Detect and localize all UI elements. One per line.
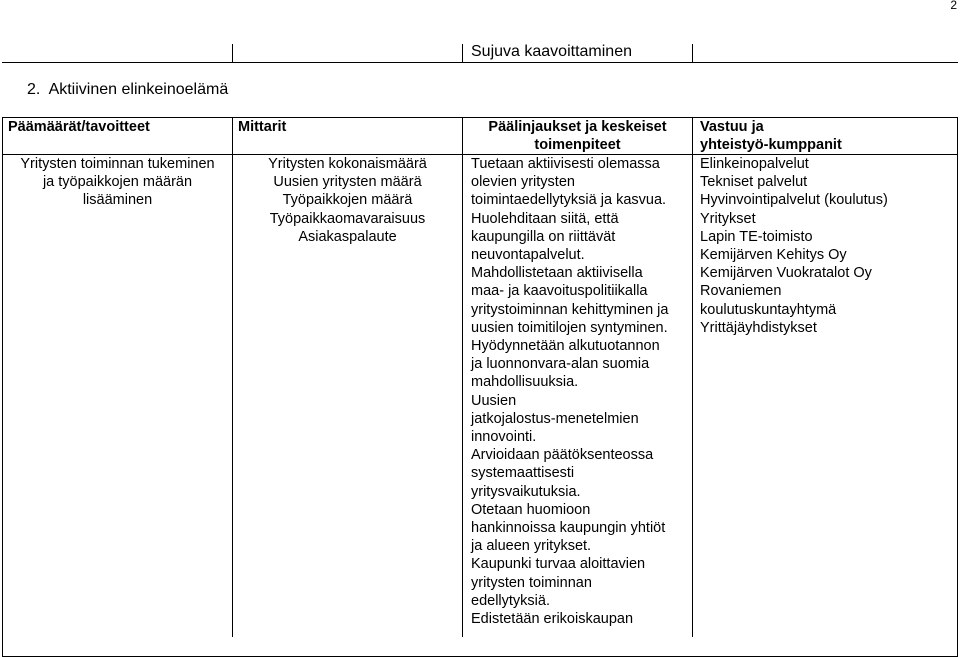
section-number: 2.	[27, 81, 41, 98]
metric-line: Yritysten kokonaismäärä	[268, 156, 427, 172]
col-header-actions	[463, 118, 692, 154]
partner-line: Elinkeinopalvelut	[700, 156, 809, 172]
col-header-goals: Päämäärät/tavoitteet	[8, 119, 150, 135]
goal-line: Yritysten toiminnan tukeminen	[20, 156, 215, 172]
action-line: yritysvaikutuksia.	[471, 483, 581, 500]
action-line: Mahdollistetaan aktiivisella	[471, 265, 643, 282]
section-title: Aktiivinen elinkeinoelämä	[48, 81, 229, 98]
action-line: ja luonnonvara-alan suomia	[471, 356, 650, 373]
section-heading	[27, 81, 228, 99]
action-line: Otetaan huomioon	[471, 501, 591, 518]
action-line: Uusien	[471, 392, 517, 409]
header-tick	[462, 44, 463, 62]
partner-line: koulutuskuntayhtymä	[700, 301, 837, 318]
partner-line: Kemijärven Vuokratalot Oy	[700, 265, 872, 282]
action-line: Huolehditaan siitä, että	[471, 210, 619, 227]
col-header-actions-line: Päälinjaukset ja keskeiset	[488, 119, 667, 135]
column-divider	[462, 117, 463, 637]
goal-line: lisääminen	[82, 192, 153, 209]
action-line: maa- ja kaavoituspolitiikalla	[471, 283, 648, 300]
header-tick	[692, 44, 693, 62]
column-divider	[692, 117, 693, 637]
action-line: yritystoiminnan kehittyminen ja	[471, 301, 669, 318]
partner-line: Hyvinvointipalvelut (koulutus)	[700, 192, 888, 209]
col-header-partners-line: Vastuu ja	[700, 119, 764, 135]
partner-line: Rovaniemen	[700, 283, 782, 300]
action-line: toimintaedellytyksiä ja kasvua.	[471, 192, 667, 209]
action-line: edellytyksiä.	[471, 592, 550, 609]
page-number: 2	[950, 0, 957, 12]
partner-line: Yrittäjäyhdistykset	[700, 319, 817, 336]
action-line: mahdollisuuksia.	[471, 374, 579, 391]
partner-line: Yritykset	[700, 210, 756, 227]
col-header-partners-line: yhteistyö-kumppanit	[700, 137, 842, 154]
header-underline	[2, 62, 958, 63]
metric-line: Työpaikkaomavaraisuus	[269, 210, 426, 227]
action-line: olevien yritysten	[471, 174, 575, 191]
metrics-cell	[233, 155, 462, 246]
action-line: innovointi.	[471, 429, 537, 446]
action-line: Arvioidaan päätöksenteossa	[471, 447, 654, 464]
header-tick	[232, 44, 233, 62]
action-line: Tuetaan aktiivisesti olemassa	[471, 156, 660, 172]
action-line: jatkojalostus-menetelmien	[471, 410, 639, 427]
metric-line: Uusien yritysten määrä	[273, 174, 422, 191]
partner-line: Kemijärven Kehitys Oy	[700, 247, 847, 264]
col-header-actions-line: toimenpiteet	[534, 137, 621, 154]
action-line: hankinnoissa kaupungin yhtiöt	[471, 520, 666, 537]
action-line: systemaattisesti	[471, 465, 575, 482]
action-line: yritysten toiminnan	[471, 574, 592, 591]
action-line: uusien toimitilojen syntyminen.	[471, 319, 668, 336]
col-header-partners	[700, 118, 842, 154]
goal-line: ja työpaikkojen määrän	[42, 174, 193, 191]
action-line: Edistetään erikoiskaupan	[471, 611, 634, 628]
partners-cell	[700, 155, 888, 337]
metric-line: Asiakaspalaute	[298, 228, 397, 245]
action-line: Kaupunki turvaa aloittavien	[471, 556, 646, 573]
action-line: Hyödynnetään alkutuotannon	[471, 338, 660, 355]
metric-line: Työpaikkojen määrä	[282, 192, 413, 209]
partner-line: Tekniset palvelut	[700, 174, 808, 191]
partner-line: Lapin TE-toimisto	[700, 228, 813, 245]
col-header-metrics: Mittarit	[238, 119, 287, 135]
header-title: Sujuva kaavoittaminen	[471, 43, 632, 60]
action-line: neuvontapalvelut.	[471, 247, 585, 264]
action-line: kaupungilla on riittävät	[471, 228, 616, 245]
actions-cell	[471, 155, 668, 628]
goals-cell	[3, 155, 232, 210]
action-line: ja alueen yritykset.	[471, 538, 592, 555]
